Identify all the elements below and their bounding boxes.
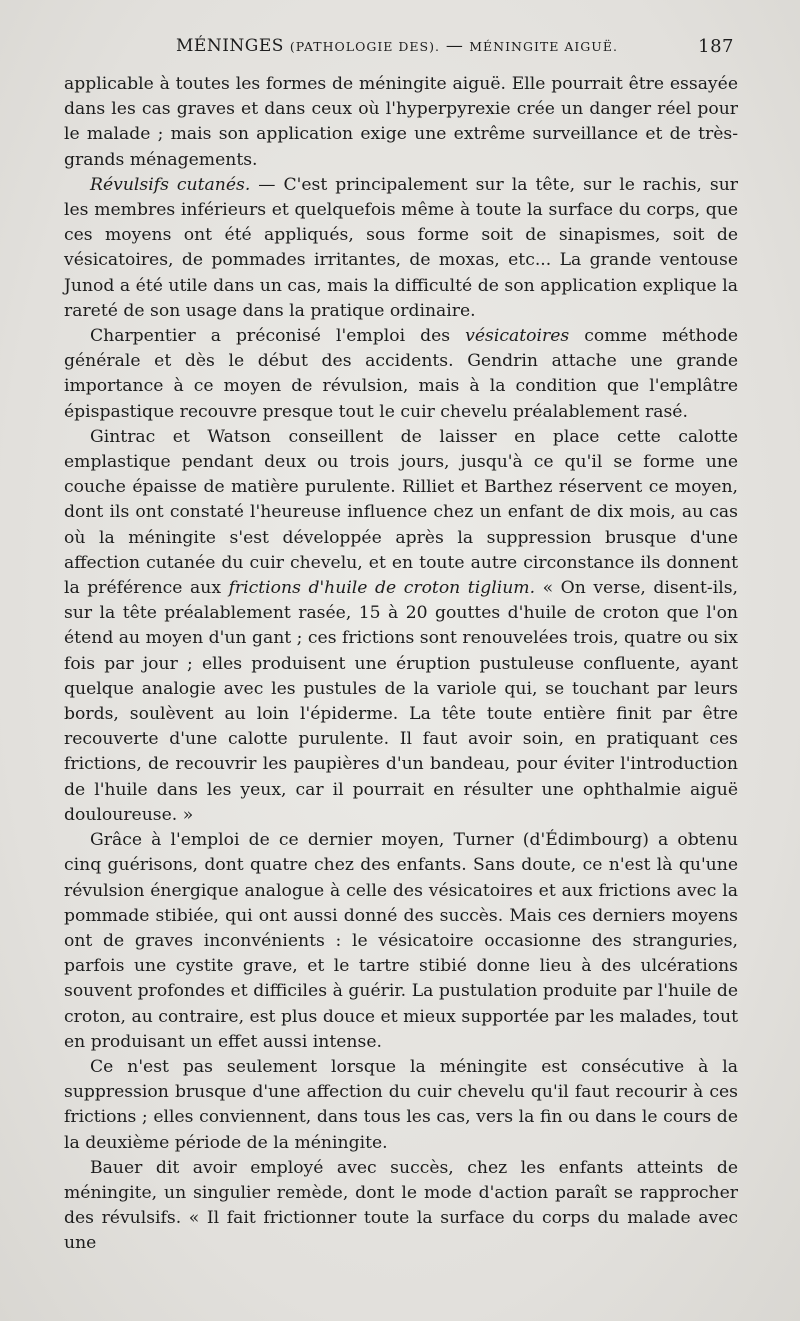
paragraph-revulsifs-cutanes	[64, 173, 738, 324]
header-subtitle: (PATHOLOGIE DES).	[289, 39, 440, 54]
paragraph-continuation	[64, 72, 738, 173]
running-header	[64, 36, 738, 72]
paragraph-bauer	[64, 1156, 738, 1257]
paragraph-3-em: vésicatoires	[465, 326, 570, 347]
paragraph-5-text: Grâce à l'emploi de ce dernier moyen, Turner (d'Édimbourg) a obtenu cinq guérisons, dont quatre chez des enfants. Sans doute, ce n'est là qu'une révulsion énergique analogue à celle des vésicatoires et aux frictions avec la pommade stibiée, qui ont aussi donné des succès. Mais ces derniers moyens ont de graves inconvénients : le vésicatoire occasionne des stranguries, parfois une cystite grave, et le tartre stibié donne lieu à des ulcérations souvent profondes et difficiles à guérir. La pustulation produite par l'huile de croton, au contraire, est plus douce et mieux supportée par les malades, tout en produisant un effet aussi intense.	[64, 830, 738, 1052]
page-number: 187	[698, 36, 734, 57]
running-title	[176, 36, 618, 56]
paragraph-3-after: comme méthode générale et dès le début des accidents. Gendrin attache une grande importance à ce moyen de révulsion, mais à la condition que l'emplâtre épispastique recouvre presque tout le cuir chevelu préalablement rasé.	[64, 326, 739, 422]
paragraph-charpentier	[64, 324, 738, 425]
paragraph-6-text: Ce n'est pas seulement lorsque la méningite est consécutive à la suppression brusque d'une affection du cuir chevelu qu'il faut recourir à ces frictions ; elles conviennent, dans tous les cas, vers la fin ou dans le cours de la deuxième période de la méningite.	[64, 1056, 738, 1153]
body-text	[64, 72, 738, 1257]
paragraph-turner	[64, 828, 738, 1055]
header-section: MÉNINGITE AIGUË.	[469, 39, 618, 54]
paragraph-2-text: — C'est principalement sur la tête, sur le rachis, sur les membres inférieurs et quelquefois même à toute la surface du corps, que ces moyens ont été appliqués, sous forme soit de sinapismes, soit de vésicatoires, de pommades irritantes, de moxas, etc... La grande ventouse Junod a été utile dans un cas, mais la difficulté de son application explique la rareté de son usage dans la pratique ordinaire.	[64, 174, 738, 321]
paragraph-4-before: Gintrac et Watson conseillent de laisser en place cette calotte emplastique pendant deux ou trois jours, jusqu'à ce qu'il se forme une couche épaisse de matière purulente. Rilliet et Barthez réservent ce moyen, dont ils ont constaté l'heureuse influence chez un enfant de dix mois, au cas où la méningite s'est développée après la suppression brusque d'une affection cutanée du cuir chevelu, et en toute autre circonstance ils donnent la préférence aux	[64, 426, 738, 599]
paragraph-suppression	[64, 1055, 738, 1156]
paragraph-4-em: frictions d'huile de croton tiglium.	[228, 578, 536, 599]
paragraph-7-text: Bauer dit avoir employé avec succès, chez les enfants atteints de méningite, un singulier remède, dont le mode d'action paraît se rapprocher des révulsifs. « Il fait frictionner toute la surface du corps du malade avec une	[64, 1157, 738, 1254]
paragraph-1-text: applicable à toutes les formes de méningite aiguë. Elle pourrait être essayée dans les cas graves et dans ceux où l'hyperpyrexie crée un danger réel pour le malade ; mais son application exige une extrême surveillance et de très-grands ménagements.	[64, 74, 738, 170]
paragraph-3-before: Charpentier a préconisé l'emploi des	[90, 326, 466, 347]
header-title: MÉNINGES	[176, 36, 284, 56]
paragraph-4-after: « On verse, disent-ils, sur la tête préalablement rasée, 15 à 20 gouttes d'huile de croton que l'on étend au moyen d'un gant ; ces frictions sont renouvelées trois, quatre ou six fois par jour ; elles produisent une éruption pustuleuse confluente, ayant quelque analogie avec les pustules de la variole qui, se touchant par leurs bords, soulèvent au loin l'épiderme. La tête toute entière finit par être recouverte d'une calotte purulente. Il faut avoir soin, en pratiquant ces frictions, de recouvrir les paupières d'un bandeau, pour éviter l'introduction de l'huile dans les yeux, car il pourrait en résulter une ophthalmie aiguë douloureuse. »	[64, 578, 738, 825]
paragraph-2-lead: Révulsifs cutanés.	[90, 174, 251, 195]
header-dash: —	[445, 36, 464, 56]
paragraph-gintrac-watson	[64, 425, 738, 828]
